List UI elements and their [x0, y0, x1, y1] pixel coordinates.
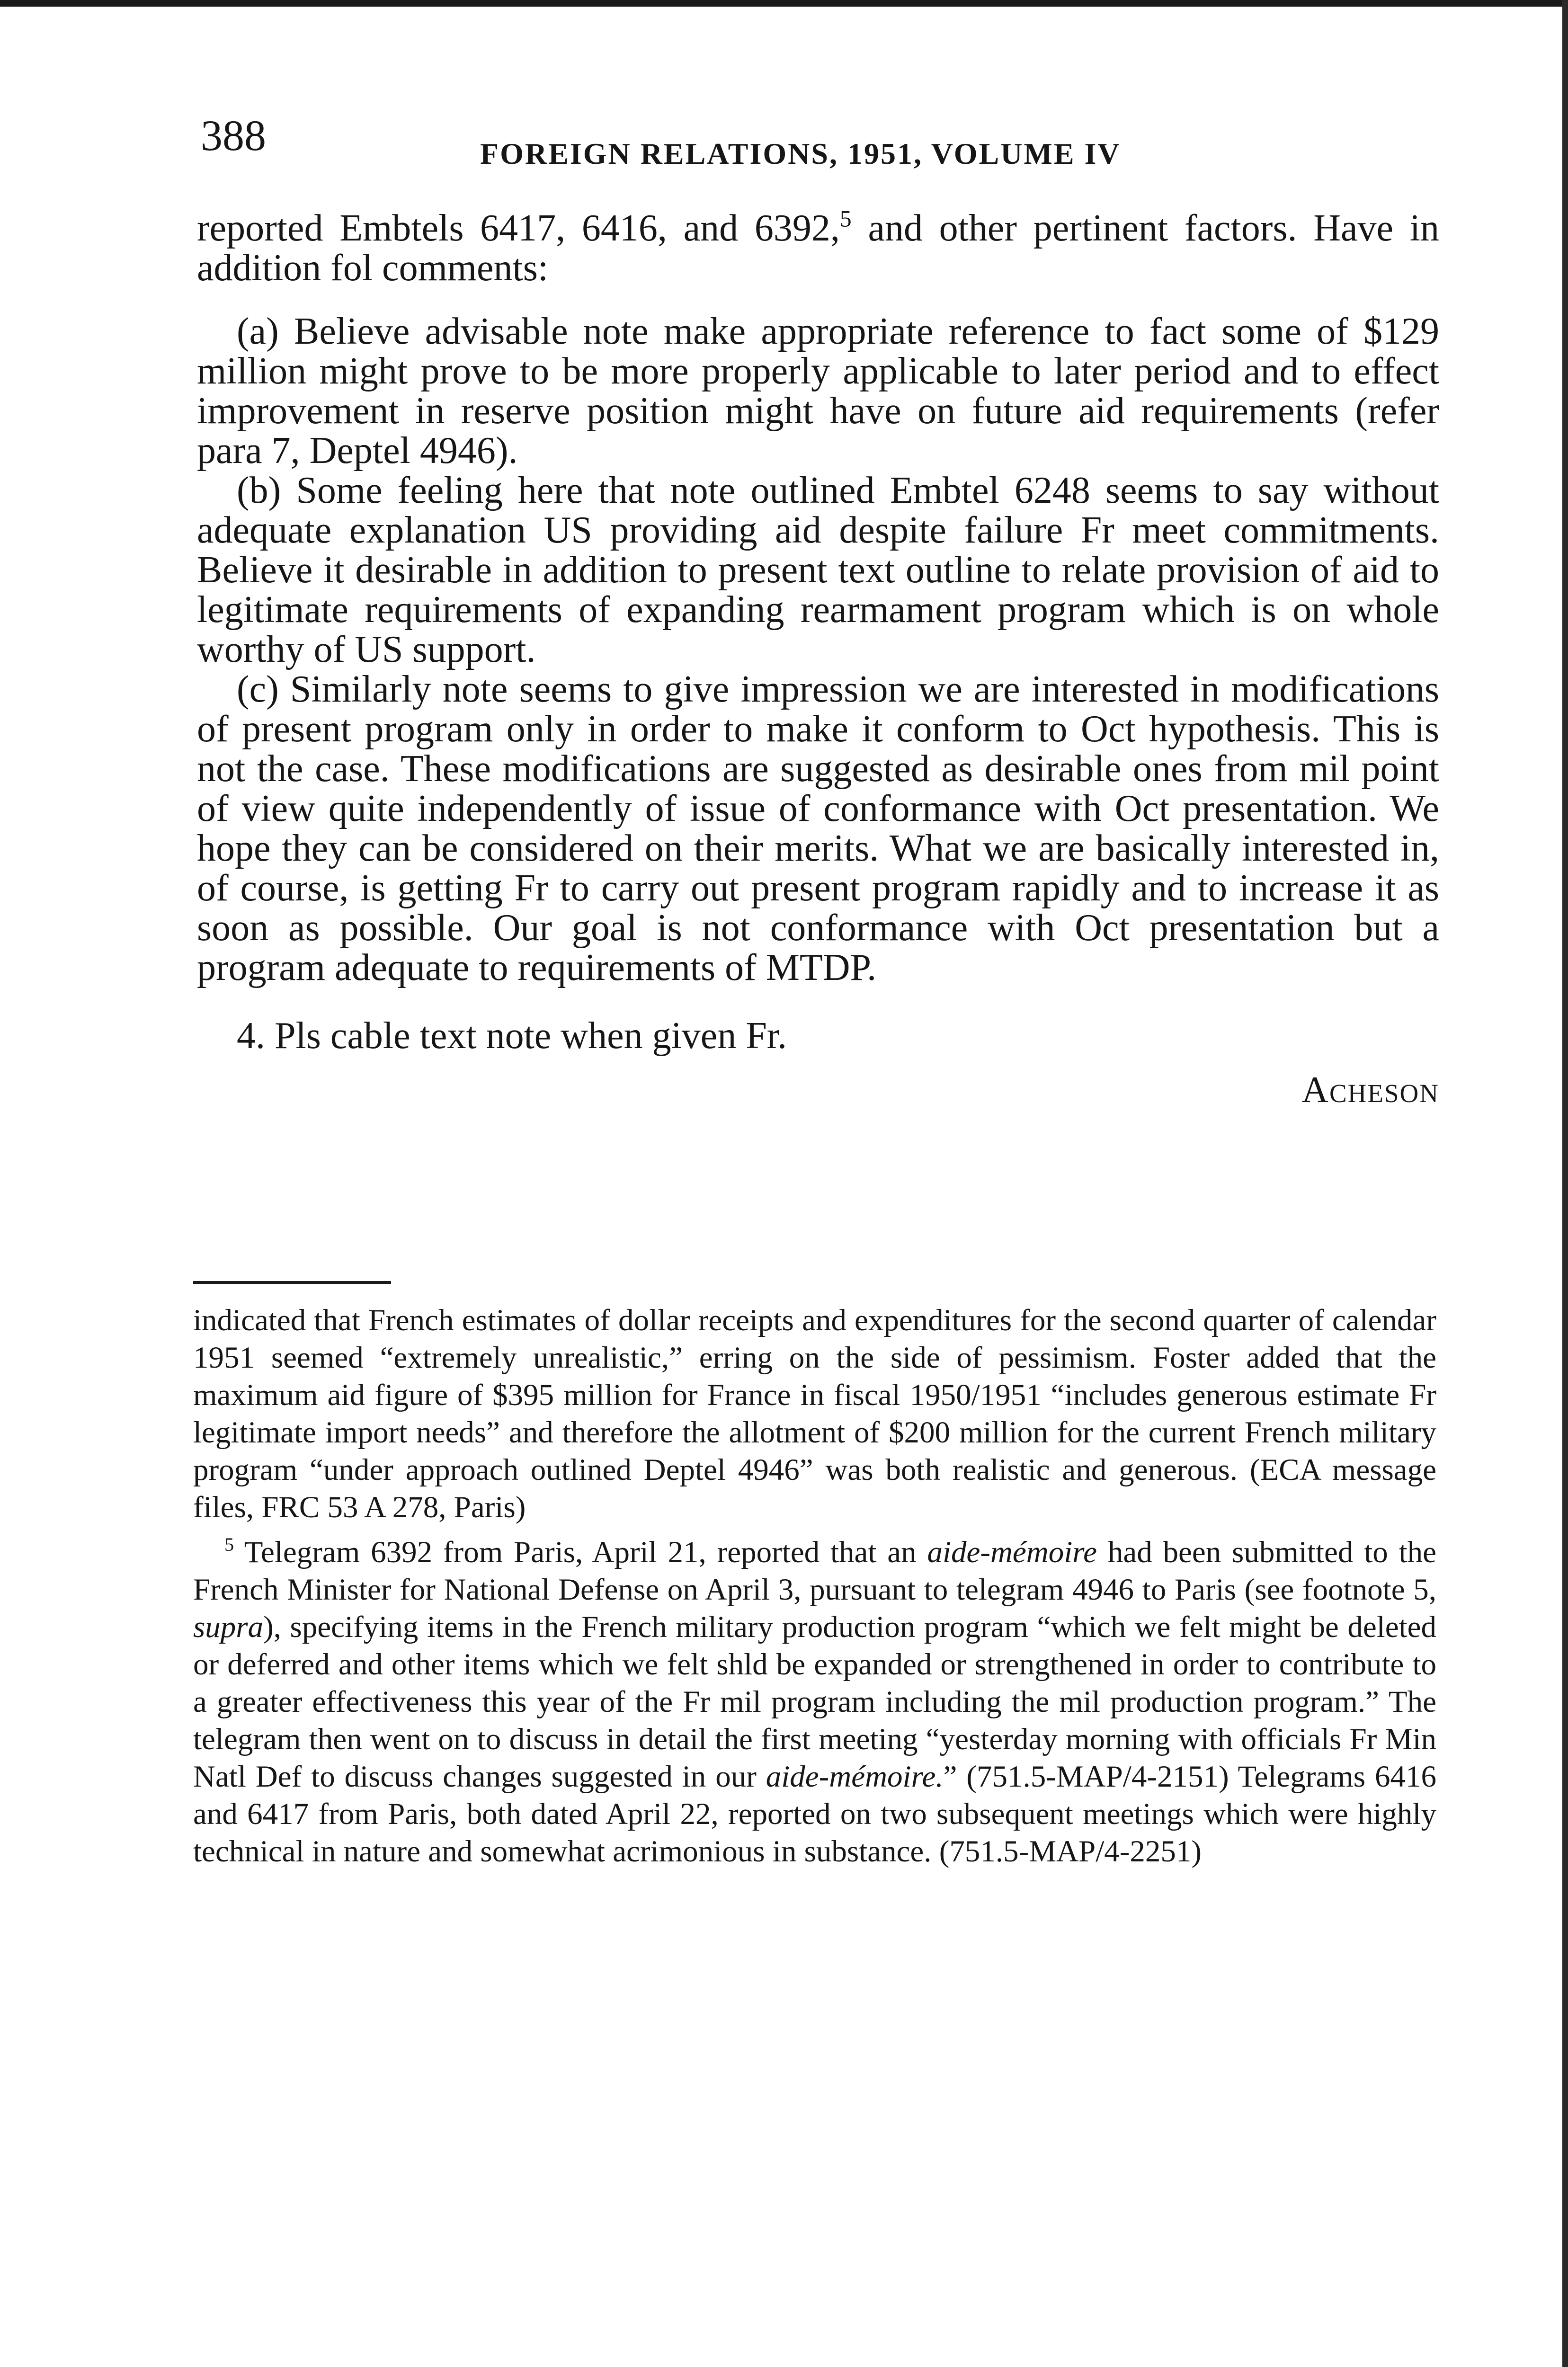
- footnotes: [193, 1302, 1436, 1870]
- footnote-5: [193, 1534, 1436, 1870]
- paragraph-c: (c) Similarly note seems to give impression we are interested in modifications of present program only in order to make it conform to Oct hypothesis. This is not the case. These modifications are suggested as desirable ones from mil point of view quite independently of issue of conformance with Oct presentation. We hope they can be considered on their merits. What we are basically interested in, of course, is getting Fr to carry out present program rapidly and to increase it as soon as possible. Our goal is not conformance with Oct presentation but a program adequate to requirements of MTDP.: [197, 668, 1439, 988]
- footnote-5-text: Telegram 6392 from Paris, April 21, reported that an: [234, 1535, 927, 1569]
- footnote-5-text: ” (751.5-MAP/4-2151) Telegrams 6416 and 6417 from Paris, both dated April 22, reported on two subsequent meetings which were highly technical in nature and somewhat acrimonious in substance. (751.5-MAP/4-2251): [193, 1760, 1436, 1869]
- intro-paragraph: [197, 205, 1440, 289]
- signature: Acheson: [1301, 1069, 1439, 1110]
- footnote-5-mark: 5: [224, 1533, 234, 1555]
- footnote-5-italic: supra: [193, 1610, 264, 1644]
- footnote-5-italic: aide-mémoire.: [766, 1760, 944, 1794]
- running-head: FOREIGN RELATIONS, 1951, VOLUME IV: [480, 137, 1121, 170]
- footnote-continued: indicated that French estimates of dollar receipts and expenditures for the second quarter of calendar 1951 seemed “extremely unrealistic,” erring on the side of pessimism. Foster added that the maximum aid figure of $395 million for France in fiscal 1950/1951 “includes generous estimate Fr legitimate import needs” and therefore the allotment of $200 million for the current French military program “under approach outlined Deptel 4946” was both realistic and generous. (ECA message files, FRC 53 A 278, Paris): [193, 1303, 1436, 1524]
- page-number: 388: [201, 111, 266, 160]
- main-text: [197, 205, 1440, 1110]
- page-right-edge: [1562, 0, 1568, 2367]
- intro-text-2: and other pertinent factors. Have in addition fol comments:: [197, 207, 1440, 289]
- page-header: [201, 111, 1441, 180]
- paragraph-a: (a) Believe advisable note make appropriate reference to fact some of $129 million might prove to be more properly applicable to later period and to effect improvement in reserve position might have on future aid requirements (refer para 7, Deptel 4946).: [197, 311, 1439, 472]
- intro-text-1: reported Embtels 6417, 6416, and 6392,: [197, 207, 840, 249]
- footnote-divider: [193, 1281, 391, 1284]
- footnote-ref-5: 5: [839, 205, 852, 232]
- paragraph-4: 4. Pls cable text note when given Fr.: [237, 1015, 787, 1057]
- paragraph-b: (b) Some feeling here that note outlined Embtel 6248 seems to say without adequate explanation US providing aid despite failure Fr meet commitments. Believe it desirable in addition to present text outline to relate provision of aid to legitimate requirements of expanding rearmament program which is on whole worthy of US support.: [197, 470, 1439, 670]
- page-top-edge: [0, 0, 1568, 7]
- footnote-5-text: had been submitted to the French Minister for National Defense on April 3, pursuant to telegram 4946 to Paris (see footnote 5,: [193, 1535, 1436, 1607]
- footnote-5-italic: aide-mémoire: [927, 1535, 1097, 1569]
- footnote-5-text: ), specifying items in the French military production program “which we felt might be deleted or deferred and other items which we felt shld be expanded or strengthened in order to contribute to a greater effectiveness this year of the Fr mil program including the mil production program.” The telegram then went on to discuss in detail the first meeting “yesterday morning with officials Fr Min Natl Def to discuss changes suggested in our: [193, 1610, 1436, 1794]
